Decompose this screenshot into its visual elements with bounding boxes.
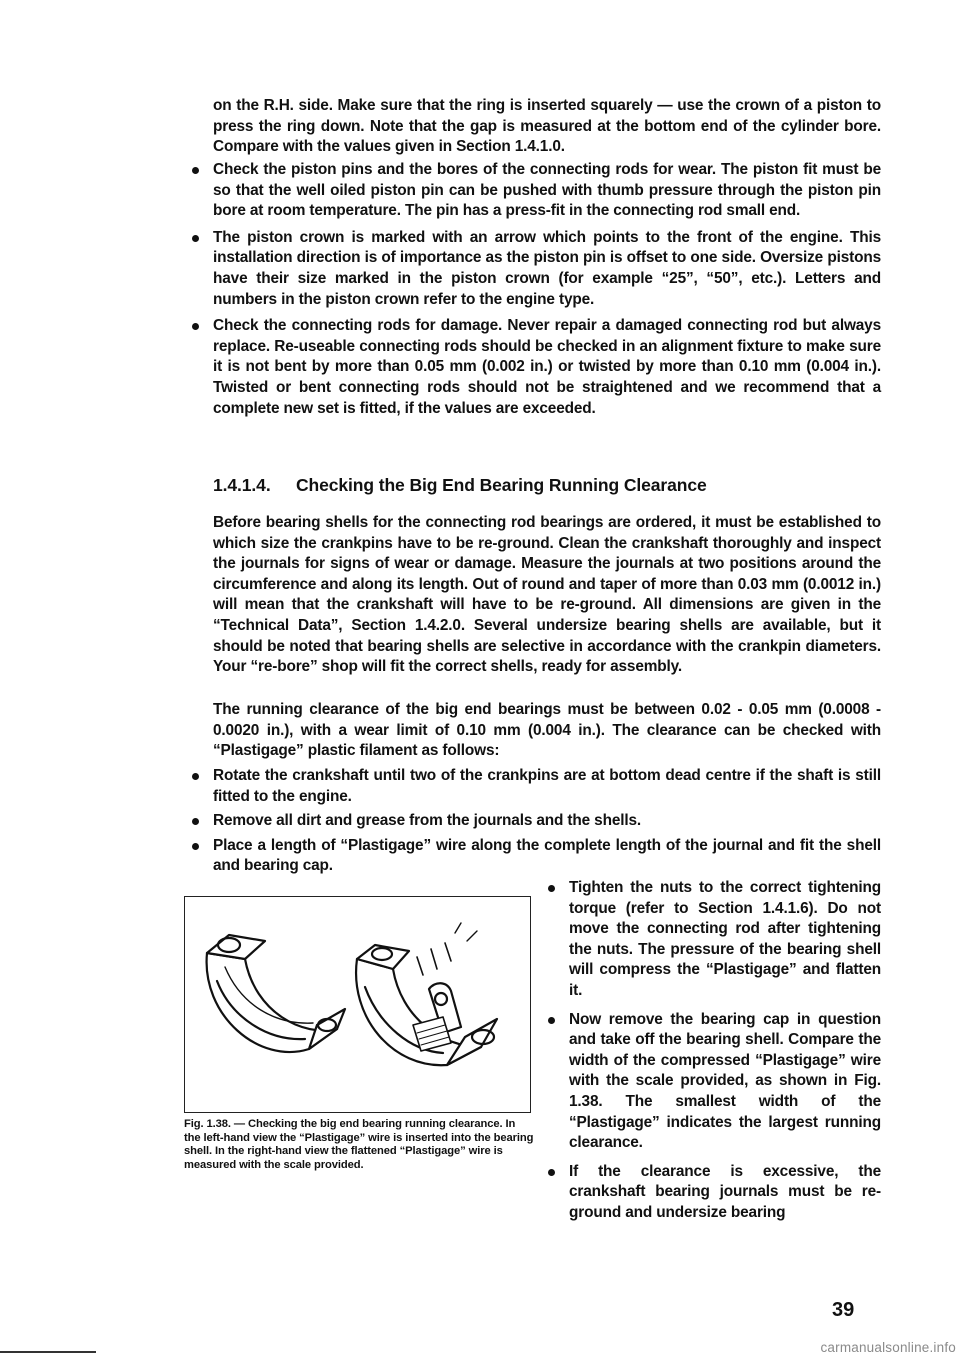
bullet-dot-icon — [192, 235, 199, 242]
bullet-item — [213, 160, 881, 222]
watermark-text: carmanualsonline.info — [820, 1340, 956, 1355]
right-bearing-shell-icon — [356, 923, 497, 1065]
bullet-dot-icon — [192, 773, 199, 780]
bullet-text: Tighten the nuts to the correct tightening torque (refer to Section 1.4.1.6). Do not move the connecting rod after tightening the nuts. The pressure of the bearing shell will compress the “Plastigage” and flatten it. — [569, 879, 881, 999]
bullet-item — [213, 811, 881, 832]
procedure-bullet-list — [213, 766, 881, 877]
bullet-text: Check the connecting rods for damage. Never repair a damaged connecting rod but always replace. Re-useable connecting rods should be checked in an alignment fixture to make sure it is not bent by more than 0.05 mm (0.002 in.) or twisted by more than 0.10 mm (0.004 in.). Twisted or bent connecting rods should not be straightened and we recommend that a complete new set is fitted, if the values are exceeded. — [213, 317, 881, 417]
bullet-text: Rotate the crankshaft until two of the crankpins are at bottom dead centre if the shaft is still fitted to the engine. — [213, 767, 881, 805]
bullet-text: Now remove the bearing cap in question and take off the bearing shell. Compare the width of the compressed “Plastigage” wire with the scale provided, as shown in Fig. 1.38. The smallest width of the “Plastigage” indicates the largest running clearance. — [569, 1010, 881, 1152]
intro-paragraph: on the R.H. side. Make sure that the ring is inserted squarely — use the crown of a piston to press the ring down. Note that the gap is measured at the bottom end of the cylinder bore. Compare with the values given in Section 1.4.1.0. — [213, 97, 881, 156]
bullet-item — [213, 836, 881, 877]
left-bearing-shell-icon — [207, 935, 345, 1052]
bullet-dot-icon — [548, 885, 555, 892]
top-bullet-list — [213, 160, 881, 419]
bullet-text: The piston crown is marked with an arrow which points to the front of the engine. This installation direction is of importance as the piston pin is offset to one side. Oversize pistons have their size marked in the piston crown (for example “25”, “50”, etc.). Letters and numbers in the piston crown refer to the engine type. — [213, 228, 881, 308]
bullet-dot-icon — [548, 1017, 555, 1024]
clearance-intro-paragraph: Before bearing shells for the connecting rod bearings are ordered, it must be established to which size the crankpins have to be re-ground. Clean the crankshaft thoroughly and inspect the journals for signs of wear or damage. Measure the journals at two positions around the circumference and along its length. Out of round and taper of more than 0.03 mm (0.0012 in.) will mean that the crankshaft will have to be re-ground. All dimensions are given in the “Technical Data”, Section 1.4.2.0. Several undersize bearing shells are available, but it should be noted that bearing shells are selective in accordance with the crankpin diameters. Your “re-bore” shop will fit the correct shells, ready for assembly. — [213, 514, 881, 676]
bullet-item — [569, 1010, 881, 1154]
bullet-item — [569, 1162, 881, 1224]
bullet-text: Check the piston pins and the bores of the connecting rods for wear. The piston fit must be so that the well oiled piston pin can be pushed with thumb pressure through the piston pin bore at room temperature. The pin has a press-fit in the connecting rod small end. — [213, 161, 881, 220]
bullet-text: If the clearance is excessive, the crankshaft bearing journals must be re-ground and undersize bearing — [569, 1162, 881, 1221]
bullet-item — [213, 766, 881, 807]
right-column-bullet-list — [569, 878, 881, 1224]
bullet-dot-icon — [192, 167, 199, 174]
bullet-item — [213, 228, 881, 310]
running-clearance-paragraph: The running clearance of the big end bearings must be between 0.02 - 0.05 mm (0.0008 - 0.0020 in.), with a wear limit of 0.10 mm (0.004 in.). The clearance can be checked with “Plastigage” plastic filament as follows: — [213, 701, 881, 760]
bullet-dot-icon — [192, 818, 199, 825]
bullet-item — [213, 316, 881, 419]
figure-caption: Fig. 1.38. — Checking the big end bearing running clearance. In the left-hand view the “Plastigage” wire is inserted into the bearing shell. In the right-hand view the flattened “Plastigage” wire is measured with the scale provided. — [184, 1118, 534, 1171]
section-heading — [213, 475, 707, 496]
bearing-shell-figure — [184, 896, 531, 1113]
bullet-dot-icon — [192, 323, 199, 330]
bullet-item — [569, 878, 881, 1002]
bullet-text: Remove all dirt and grease from the journals and the shells. — [213, 812, 642, 830]
section-title: Checking the Big End Bearing Running Clearance — [296, 475, 707, 495]
bullet-dot-icon — [548, 1169, 555, 1176]
section-number: 1.4.1.4. — [213, 475, 271, 495]
plastigage-illustration — [185, 897, 529, 1111]
bullet-dot-icon — [192, 843, 199, 850]
footer-rule — [0, 1351, 96, 1353]
page-number: 39 — [832, 1299, 855, 1321]
bullet-text: Place a length of “Plastigage” wire along the complete length of the journal and fit the shell and bearing cap. — [213, 836, 881, 875]
